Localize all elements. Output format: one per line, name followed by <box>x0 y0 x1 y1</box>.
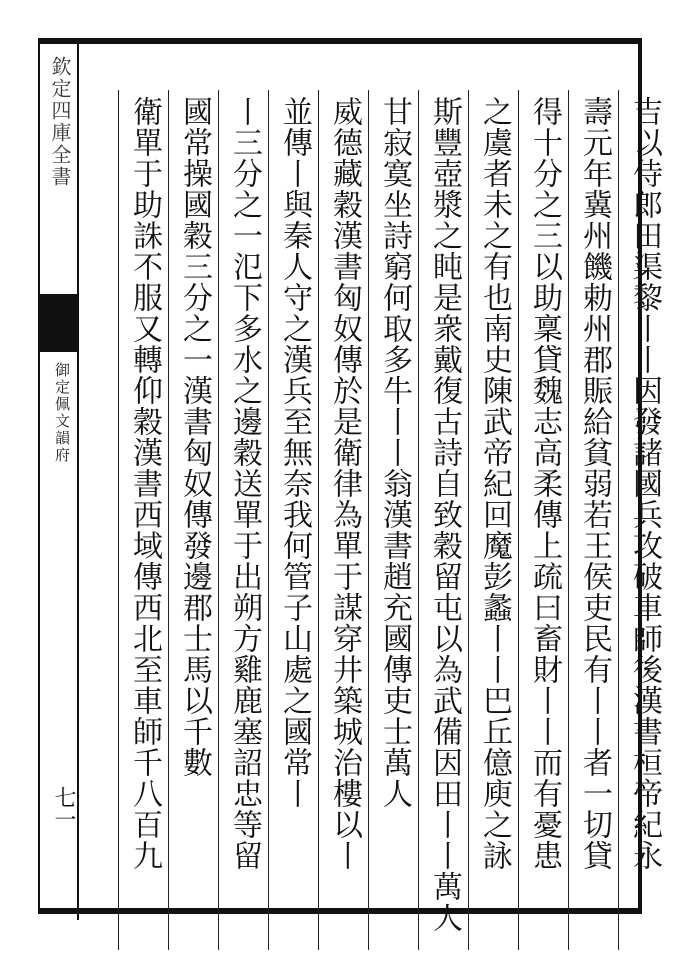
text-column <box>268 90 318 950</box>
column-text: 得十分之三以助稟貸魏志高柔傳上疏曰畜財丨丨而有憂患 <box>527 96 562 871</box>
column-text: 甘寂寞坐詩窮何取多牛丨丨翁漢書趙充國傳吏士萬人 <box>377 96 412 809</box>
text-column <box>168 90 218 950</box>
column-text: 威德藏穀漢書匈奴傳於是衛律為單于謀穿井築城治樓以丨 <box>327 96 362 871</box>
text-column <box>118 90 168 950</box>
column-text: 並傳丨與秦人守之漢兵至無奈我何管子山處之國常丨 <box>277 96 312 809</box>
margin-strip <box>40 44 78 920</box>
text-column <box>318 90 368 950</box>
section-marker-bar <box>40 294 78 352</box>
column-text: 之虞者未之有也南史陳武帝紀回魔彭蠡丨丨巴丘億庾之詠 <box>477 96 512 871</box>
margin-divider <box>77 44 79 920</box>
book-title: 欽定四庫全書 <box>48 56 72 188</box>
page-frame <box>38 38 662 933</box>
text-column <box>468 90 518 950</box>
text-column <box>218 90 268 950</box>
text-column <box>418 90 468 950</box>
text-column <box>568 90 618 950</box>
text-column <box>518 90 568 950</box>
column-text: 吉以侍郎田渠黎丨丨因發諸國兵攻破車師後漢書桓帝紀永 <box>627 96 662 871</box>
column-text: 衛單于助誅不服又轉仰穀漢書西域傳西北至車師千八百九 <box>127 96 162 871</box>
text-column <box>618 90 668 950</box>
page-number: 七一 <box>51 786 76 830</box>
column-text: 斯豐壺漿之盹是衆戴復古詩自致穀留屯以為武備因田丨丨萬人 <box>427 96 462 933</box>
column-text: 國常操國穀三分之一漢書匈奴傳發邊郡士馬以千數 <box>177 96 212 778</box>
text-block <box>120 90 668 950</box>
column-text: 壽元年冀州饑勅州郡賑給貧弱若王侯吏民有丨丨者一切貸 <box>577 96 612 871</box>
text-column <box>368 90 418 950</box>
column-text: 丨三分之一氾下多水之邊穀送單于出朔方雞鹿塞詔忠等留 <box>227 96 262 871</box>
book-subtitle: 御定佩文韻府 <box>53 362 71 464</box>
